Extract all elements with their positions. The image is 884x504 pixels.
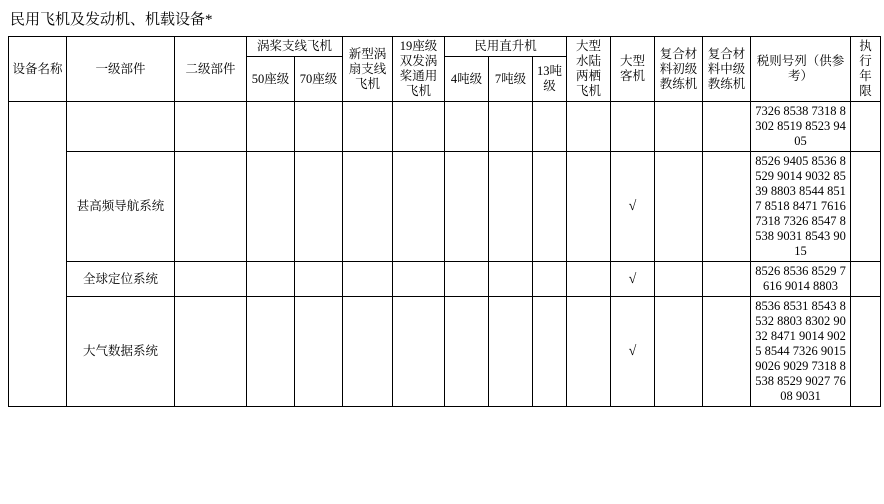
table-row <box>9 262 881 297</box>
cell-seat-70 <box>295 102 343 152</box>
header-new-turbofan: 新型涡扇支线飞机 <box>343 37 393 102</box>
cell-composite-primary-trainer <box>655 297 703 407</box>
table-body <box>9 102 881 407</box>
cell-amphibious <box>567 297 611 407</box>
cell-seat-70 <box>295 262 343 297</box>
table-row <box>9 102 881 152</box>
cell-ton-13 <box>533 262 567 297</box>
cell-seat-19 <box>393 102 445 152</box>
header-validity: 执行年限 <box>851 37 881 102</box>
cell-seat-19 <box>393 297 445 407</box>
cell-ton-13 <box>533 152 567 262</box>
cell-composite-primary-trainer <box>655 102 703 152</box>
cell-seat-19 <box>393 262 445 297</box>
header-large-passenger: 大型客机 <box>611 37 655 102</box>
cell-amphibious <box>567 262 611 297</box>
cell-new-turbofan <box>343 152 393 262</box>
header-helicopter-group: 民用直升机 <box>445 37 567 57</box>
cell-ton-4 <box>445 297 489 407</box>
cell-composite-intermediate-trainer <box>703 297 751 407</box>
header-level2-part: 二级部件 <box>175 37 247 102</box>
cell-level2-part <box>175 102 247 152</box>
cell-seat-50 <box>247 297 295 407</box>
cell-seat-50 <box>247 102 295 152</box>
cell-tariff-codes: 8536 8531 8543 8532 8803 8302 9032 8471 9014 9025 8544 7326 9015 9026 9029 7318 8538 8529 9027 7608 9031 <box>751 297 851 407</box>
cell-new-turbofan <box>343 297 393 407</box>
cell-composite-intermediate-trainer <box>703 102 751 152</box>
cell-level2-part <box>175 262 247 297</box>
table-row <box>9 297 881 407</box>
cell-level2-part <box>175 152 247 262</box>
cell-large-passenger: √ <box>611 262 655 297</box>
header-composite-intermediate-trainer: 复合材料中级教练机 <box>703 37 751 102</box>
cell-large-passenger: √ <box>611 297 655 407</box>
cell-ton-7 <box>489 102 533 152</box>
table-row <box>9 152 881 262</box>
header-ton-7: 7吨级 <box>489 57 533 102</box>
header-amphibious: 大型水陆两栖飞机 <box>567 37 611 102</box>
header-seat-19: 19座级双发涡桨通用飞机 <box>393 37 445 102</box>
cell-new-turbofan <box>343 262 393 297</box>
header-tariff-codes: 税则号列（供参考） <box>751 37 851 102</box>
cell-tariff-codes: 8526 9405 8536 8529 9014 9032 8539 8803 8544 8517 8518 8471 7616 7318 7326 8547 8538 9031 8543 9015 <box>751 152 851 262</box>
cell-ton-7 <box>489 152 533 262</box>
cell-validity <box>851 152 881 262</box>
cell-validity <box>851 297 881 407</box>
cell-validity <box>851 102 881 152</box>
cell-level1-part: 全球定位系统 <box>67 262 175 297</box>
cell-seat-70 <box>295 297 343 407</box>
cell-level1-part <box>67 102 175 152</box>
header-level1-part: 一级部件 <box>67 37 175 102</box>
header-turboprop-group: 涡桨支线飞机 <box>247 37 343 57</box>
header-seat-70: 70座级 <box>295 57 343 102</box>
cell-composite-intermediate-trainer <box>703 152 751 262</box>
cell-equipment-name <box>9 102 67 407</box>
cell-level1-part: 大气数据系统 <box>67 297 175 407</box>
cell-ton-13 <box>533 102 567 152</box>
cell-large-passenger: √ <box>611 152 655 262</box>
header-composite-primary-trainer: 复合材料初级教练机 <box>655 37 703 102</box>
cell-seat-50 <box>247 152 295 262</box>
header-ton-4: 4吨级 <box>445 57 489 102</box>
cell-level2-part <box>175 297 247 407</box>
header-row-top <box>9 37 881 57</box>
specification-table <box>8 36 881 407</box>
page-title: 民用飞机及发动机、机载设备* <box>10 12 213 28</box>
cell-tariff-codes: 7326 8538 7318 8302 8519 8523 9405 <box>751 102 851 152</box>
cell-composite-primary-trainer <box>655 262 703 297</box>
cell-seat-50 <box>247 262 295 297</box>
table-header <box>9 37 881 102</box>
header-equipment-name: 设备名称 <box>9 37 67 102</box>
cell-large-passenger <box>611 102 655 152</box>
cell-ton-4 <box>445 102 489 152</box>
cell-ton-13 <box>533 297 567 407</box>
cell-ton-4 <box>445 152 489 262</box>
cell-ton-7 <box>489 262 533 297</box>
header-seat-50: 50座级 <box>247 57 295 102</box>
cell-amphibious <box>567 102 611 152</box>
cell-validity <box>851 262 881 297</box>
header-ton-13: 13吨级 <box>533 57 567 102</box>
cell-level1-part: 甚高频导航系统 <box>67 152 175 262</box>
cell-seat-70 <box>295 152 343 262</box>
cell-ton-7 <box>489 297 533 407</box>
cell-amphibious <box>567 152 611 262</box>
cell-composite-intermediate-trainer <box>703 262 751 297</box>
cell-ton-4 <box>445 262 489 297</box>
cell-tariff-codes: 8526 8536 8529 7616 9014 8803 <box>751 262 851 297</box>
cell-new-turbofan <box>343 102 393 152</box>
cell-seat-19 <box>393 152 445 262</box>
cell-composite-primary-trainer <box>655 152 703 262</box>
